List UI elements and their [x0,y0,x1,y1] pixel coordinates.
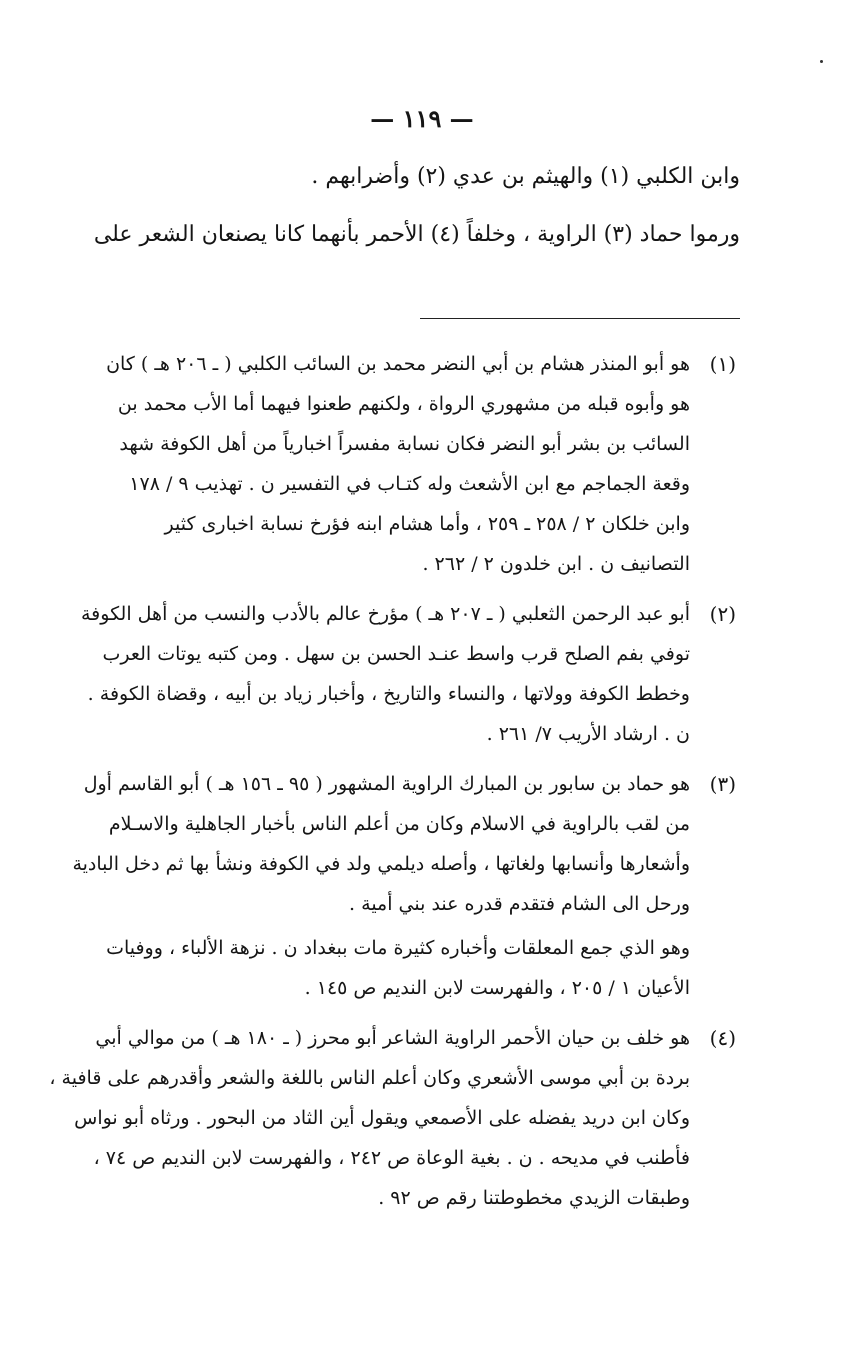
footnote-line: السائب بن بشر أبو النضر فكان نسابة مفسراً اخبارياً من أهل الكوفة شهد [119,433,690,455]
footnote-line: توفي بفم الصلح قرب واسط عنـد الحسن بن سهل . ومن كتبه يوتات العرب [102,643,690,665]
footnote-line: من لقب بالراوية في الاسلام وكان من أعلم الناس بأخبار الجاهلية والاسـلام [108,813,690,835]
footnote-line: التصانيف ن . ابن خلدون ٢ / ٢٦٢ . [422,553,690,575]
footnote-line: وهو الذي جمع المعلقات وأخباره كثيرة مات ببغداد ن . نزهة الألباء ، ووفيات [106,937,690,959]
footnote-line: وأشعارها وأنسابها ولغاتها ، وأصله ديلمي ولد في الكوفة ونشأ بها ثم دخل البادية [72,853,690,875]
footnote-line: وقعة الجماجم مع ابن الأشعث وله كتـاب في التفسير ن . تهذيب ٩ / ١٧٨ [129,473,690,495]
footnote-line: هو وأبوه قبله من مشهوري الرواة ، ولكنهم طعنوا فيهما أما الأب محمد بن [117,393,690,415]
main-text-line: ورموا حماد (٣) الراوية ، وخلفاً (٤) الأحمر بأنهما كانا يصنعان الشعر على [93,222,740,247]
footnote-line: هو حماد بن سابور بن المبارك الراوية المشهور ( ٩٥ ـ ١٥٦ هـ ) أبو القاسم أول [83,773,690,795]
footnote-1 [72,344,736,584]
footnote-line: ورحل الى الشام فتقدم قدره عند بني أمية . [349,893,690,915]
footnote-4 [49,1018,736,1218]
footnote-line: الأعيان ١ / ٢٠٥ ، والفهرست لابن النديم ص ١٤٥ . [304,977,690,999]
footnote-number: (١) [709,352,736,376]
footnote-number: (٤) [709,1026,736,1050]
footnote-line: هو أبو المنذر هشام بن أبي النضر محمد بن السائب الكلبي ( ـ ٢٠٦ هـ ) كان [106,353,690,375]
footnote-2 [72,594,736,754]
footnote-line: بردة بن أبي موسى الأشعري وكان أعلم الناس باللغة والشعر وأقدرهم على قافية ، [49,1067,690,1089]
scan-speck [820,60,823,63]
footnote-line: وابن خلكان ٢ / ٢٥٨ ـ ٢٥٩ ، وأما هشام ابنه فؤرخ نسابة اخبارى كثير [164,513,690,535]
footnote-line: فأطنب في مديحه . ن . بغية الوعاة ص ٢٤٢ ، والفهرست لابن النديم ص ٧٤ ، [93,1147,690,1169]
footnote-separator [420,318,740,319]
footnote-line: ن . ارشاد الأريب ٧/ ٢٦١ . [486,723,690,745]
footnote-3 [72,764,736,1008]
main-text-line: وابن الكلبي (١) والهيثم بن عدي (٢) وأضرابهم . [311,164,740,189]
footnote-line: وخطط الكوفة وولاتها ، والنساء والتاريخ ، وأخبار زياد بن أبيه ، وقضاة الكوفة . [87,683,690,705]
footnote-line: هو خلف بن حيان الأحمر الراوية الشاعر أبو محرز ( ـ ١٨٠ هـ ) من موالي أبي [95,1027,690,1049]
footnotes [49,344,736,1228]
page-number: — ١١٩ — [370,104,474,133]
footnote-line: أبو عبد الرحمن الثعلبي ( ـ ٢٠٧ هـ ) مؤرخ عالم بالأدب والنسب من أهل الكوفة [80,603,690,625]
footnote-line: وطبقات الزيدي مخطوطتنا رقم ص ٩٢ . [378,1187,690,1209]
footnote-number: (٣) [709,772,736,796]
footnote-line: وكان ابن دريد يفضله على الأصمعي ويقول أين الثاد من البحور . ورثاه أبو نواس [74,1107,690,1129]
main-text [72,162,740,278]
footnote-number: (٢) [709,602,736,626]
